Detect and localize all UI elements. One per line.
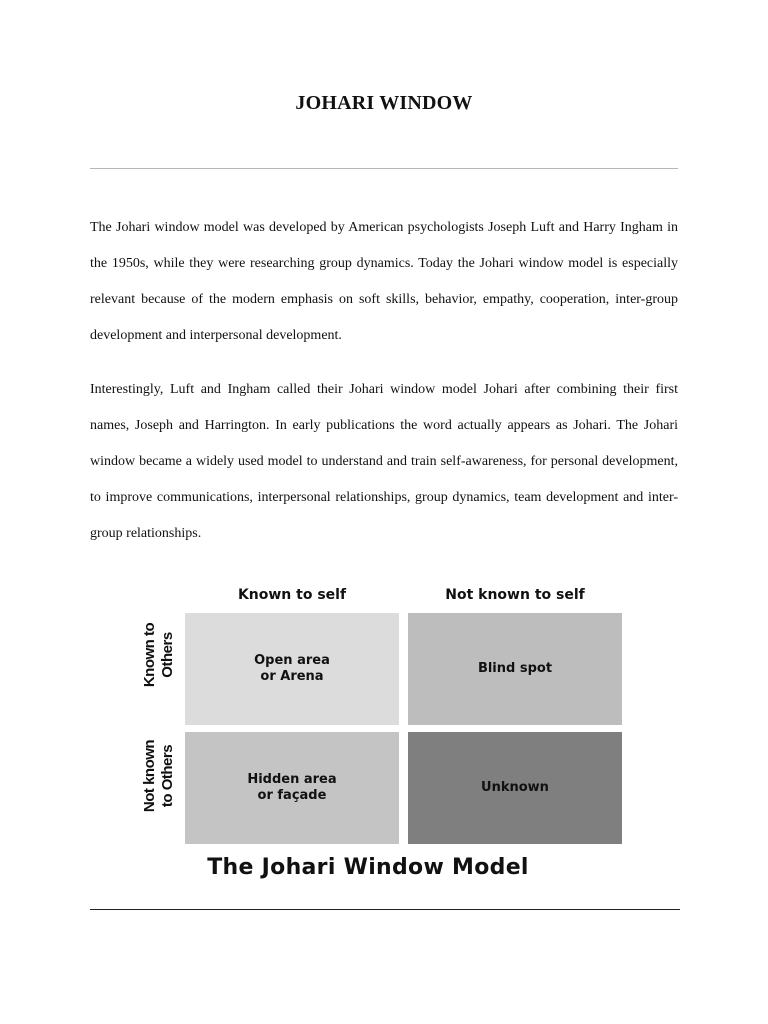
cell-label: Open area (254, 653, 330, 668)
column-header-not-known-to-self: Not known to self (445, 587, 585, 603)
cell-open-area (185, 613, 399, 725)
cell-label: or Arena (260, 669, 324, 684)
cell-label: Unknown (481, 780, 549, 795)
cell-label: or façade (257, 788, 327, 803)
title-divider (90, 168, 678, 169)
johari-window-diagram (118, 585, 638, 890)
row-header-not-known-to-others (138, 721, 180, 831)
column-header-known-to-self: Known to self (237, 587, 347, 603)
bottom-divider (90, 909, 680, 910)
document-title: JOHARI WINDOW (295, 92, 473, 114)
cell-unknown (408, 732, 622, 844)
cell-hidden-area (185, 732, 399, 844)
cell-label: Hidden area (247, 772, 337, 787)
row-header-line: to Others (159, 744, 176, 808)
cell-blind-spot (408, 613, 622, 725)
paragraph-origin: Interestingly, Luft and Ingham called their Johari window model Johari after combining their first names, Joseph and Harrington. In early publications the word actually appears as Johari. The Johari window became a widely used model to understand and train self-awareness, for personal development, to improve communications, interpersonal relationships, group dynamics, team development and inter-group relationships. (90, 382, 678, 541)
diagram-caption: The Johari Window Model (207, 855, 529, 880)
paragraph-intro: The Johari window model was developed by American psychologists Joseph Luft and Harry Ingham in the 1950s, while they were researching group dynamics. Today the Johari window model is especially relevant because of the modern emphasis on soft skills, behavior, empathy, cooperation, inter-group development and interpersonal development. (90, 220, 678, 343)
row-header-line: Not known (141, 739, 158, 813)
row-header-known-to-others (138, 600, 180, 710)
row-header-line: Known to Others (141, 622, 176, 688)
cell-label: Blind spot (477, 661, 553, 676)
